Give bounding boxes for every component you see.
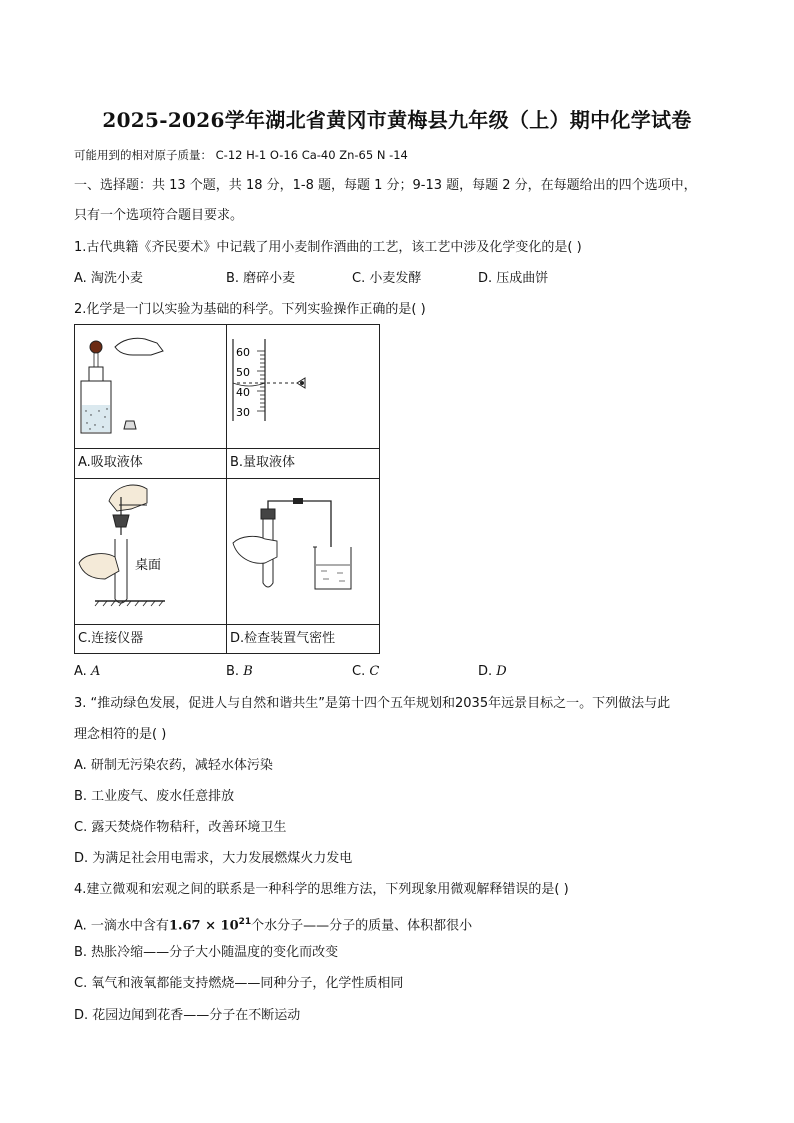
- q1-option-d[interactable]: D. 压成曲饼: [478, 271, 549, 286]
- cylinder-tick-60: 60: [236, 346, 250, 359]
- q2-option-a-value: A: [90, 664, 101, 679]
- q3-option-d[interactable]: D. 为满足社会用电需求，大力发展燃煤火力发电: [74, 851, 353, 866]
- q2-option-d-value: D: [496, 664, 507, 679]
- q1-option-c[interactable]: C. 小麦发酵: [352, 271, 422, 286]
- cylinder-tick-40: 40: [236, 386, 250, 399]
- q3-stem-line2: 理念相符的是( ): [74, 727, 167, 742]
- q2-option-b[interactable]: [226, 663, 253, 681]
- q4-option-a-post: 个水分子——分子的质量、体积都很小: [251, 918, 473, 934]
- q1-stem: 1.古代典籍《齐民要术》中记载了用小麦制作酒曲的工艺，该工艺中涉及化学变化的是( ): [74, 240, 582, 255]
- q4-option-b[interactable]: B. 热胀冷缩——分子大小随温度的变化而改变: [74, 945, 339, 960]
- desk-label: 桌面: [135, 558, 162, 573]
- cylinder-tick-30: 30: [236, 406, 250, 419]
- q3-option-a[interactable]: A. 研制无污染农药，减轻水体污染: [74, 758, 273, 773]
- cylinder-tick-50: 50: [236, 366, 250, 379]
- eye-icon: [297, 378, 305, 388]
- q1-option-a[interactable]: A. 淘洗小麦: [74, 271, 143, 286]
- cell-cylinder-figure: [226, 324, 380, 449]
- q2-option-c-prefix: C.: [352, 664, 370, 679]
- cell-caption-a: [74, 448, 227, 479]
- q3-stem-line1: 3. “推动绿色发展，促进人与自然和谐共生”是第十四个五年规划和2035年远景目标之一。下列做法与此: [74, 696, 671, 711]
- q4-option-a-pre: A. 一滴水中含有: [74, 918, 169, 934]
- q4-option-c[interactable]: C. 氧气和液氧都能支持燃烧——同种分子，化学性质相同: [74, 976, 404, 991]
- cell-dropper-figure: [74, 324, 227, 449]
- cell-airtight-figure: [226, 478, 380, 625]
- airtightness-check-illustration: [227, 479, 379, 624]
- caption-d: D.检查装置气密性: [230, 631, 336, 646]
- cell-caption-b: [226, 448, 380, 479]
- caption-b: B.量取液体: [230, 455, 296, 470]
- q2-option-d-prefix: D.: [478, 664, 497, 679]
- q4-option-d[interactable]: D. 花园边闻到花香——分子在不断运动: [74, 1008, 301, 1023]
- cell-caption-d: [226, 624, 380, 654]
- caption-a: A.吸取液体: [78, 455, 143, 470]
- q3-option-c[interactable]: C. 露天焚烧作物秸秆，改善环境卫生: [74, 820, 287, 835]
- q1-option-b[interactable]: B. 磨碎小麦: [226, 271, 296, 286]
- connect-apparatus-illustration: [75, 479, 226, 624]
- q2-option-c-value: C: [369, 664, 380, 679]
- q4-stem: 4.建立微观和宏观之间的联系是一种科学的思维方法，下列现象用微观解释错误的是( ): [74, 882, 569, 897]
- graduated-cylinder-illustration: [227, 325, 379, 448]
- section1-instructions-line1: 一、选择题：共 13 个题，共 18 分，1-8 题，每题 1 分；9-13 题，每题 2 分，在每题给出的四个选项中，: [74, 178, 697, 193]
- cell-connect-figure: [74, 478, 227, 625]
- dropper-bottle-illustration: [75, 325, 226, 448]
- q2-option-a[interactable]: [74, 663, 100, 681]
- cell-caption-c: [74, 624, 227, 654]
- q2-option-b-value: B: [243, 664, 253, 679]
- caption-c: C.连接仪器: [78, 631, 144, 646]
- q2-figure-table: [74, 324, 380, 654]
- q2-stem: 2.化学是一门以实验为基础的科学。下列实验操作正确的是( ): [74, 302, 426, 317]
- q4-option-a-number: 1.67 × 10: [168, 918, 239, 934]
- atomic-masses-line: 可能用到的相对原子质量： C-12 H-1 O-16 Ca-40 Zn-65 N -14: [74, 148, 408, 162]
- q3-option-b[interactable]: B. 工业废气、废水任意排放: [74, 789, 235, 804]
- section1-instructions-line2: 只有一个选项符合题目要求。: [74, 208, 244, 223]
- q2-option-c[interactable]: [352, 663, 379, 681]
- q4-option-a-exponent: 21: [238, 917, 252, 927]
- page-title: 2025-2026学年湖北省黄冈市黄梅县九年级（上）期中化学试卷: [102, 108, 692, 132]
- q2-option-b-prefix: B.: [226, 664, 244, 679]
- q4-option-a[interactable]: [74, 913, 472, 935]
- q2-option-d[interactable]: [478, 663, 507, 681]
- q2-option-a-prefix: A.: [74, 664, 91, 679]
